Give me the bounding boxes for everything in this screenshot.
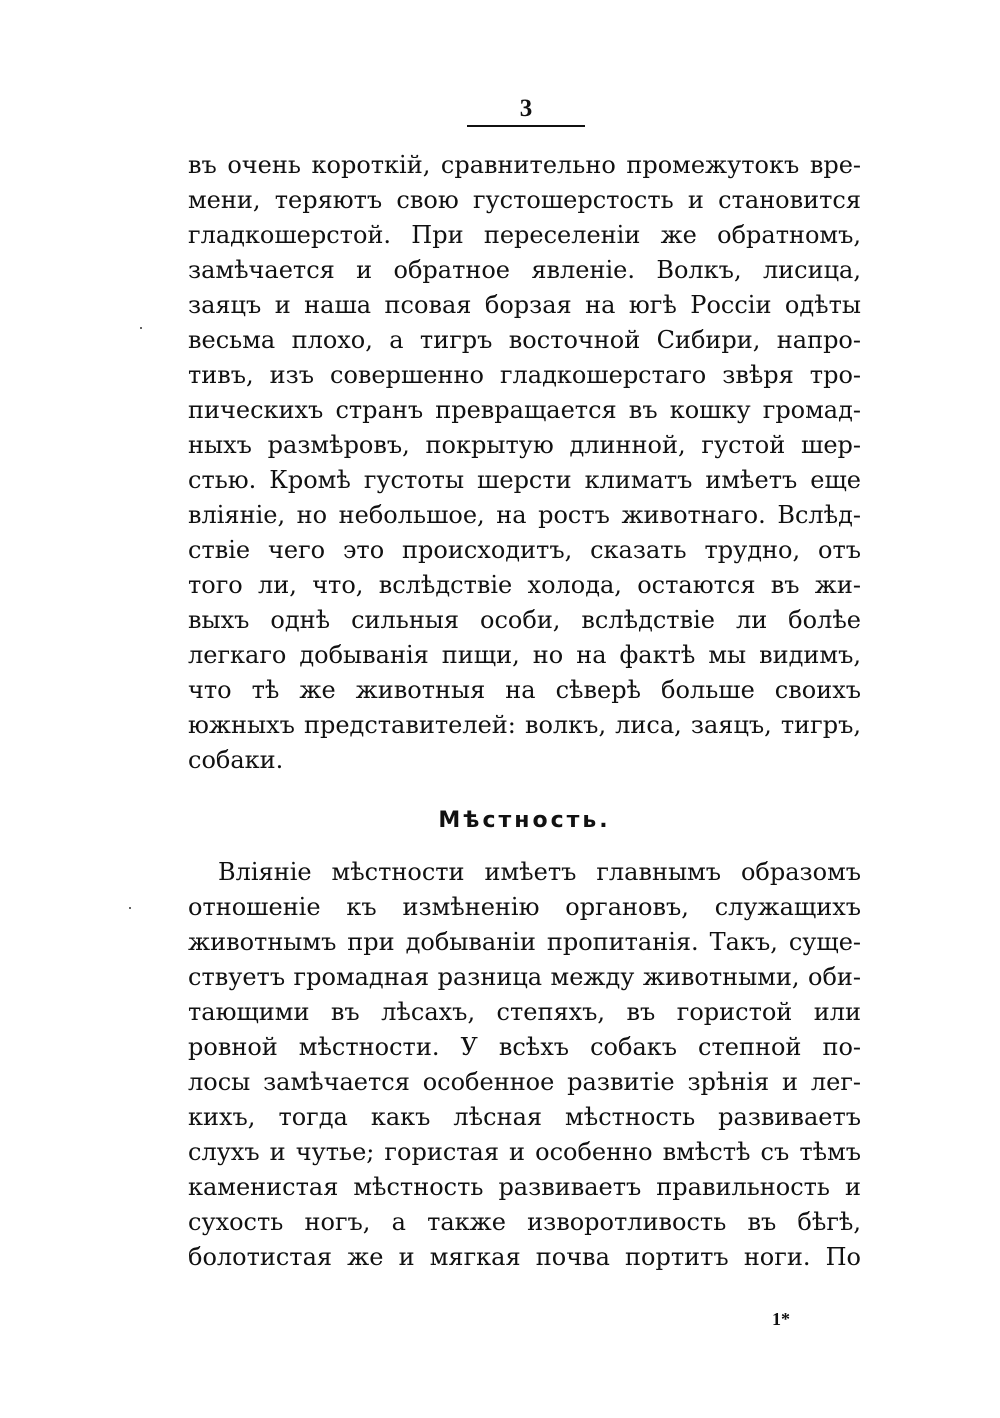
text-line: ныхъ размѣровъ, покрытую длинной, густой шер-	[188, 431, 861, 459]
text-line: ствіе чего это происходитъ, сказать трудно, отъ	[188, 536, 861, 564]
text-line: каменистая мѣстность развиваетъ правильность и	[188, 1173, 861, 1201]
text-line: того ли, что, вслѣдствіе холода, остаются въ жи-	[188, 571, 861, 599]
text-line: замѣчается и обратное явленіе. Волкъ, лисица,	[188, 256, 861, 284]
text-line: ровной мѣстности. У всѣхъ собакъ степной по-	[188, 1033, 861, 1061]
text-line: животнымъ при добываніи пропитанія. Такъ, суще-	[188, 928, 861, 956]
text-line: отношеніе къ измѣненію органовъ, служащихъ	[188, 893, 861, 921]
text-line: тающими въ лѣсахъ, степяхъ, въ гористой или	[188, 998, 861, 1026]
text-line: Вліяніе мѣстности имѣетъ главнымъ образомъ	[218, 858, 861, 886]
text-line: въ очень короткій, сравнительно промежутокъ вре-	[188, 151, 861, 179]
text-line: ствуетъ громадная разница между животными, оби-	[188, 963, 861, 991]
page-number: 3	[519, 95, 533, 122]
text-line: южныхъ представителей: волкъ, лиса, заяцъ, тигръ,	[188, 711, 861, 739]
stray-dot	[129, 907, 131, 909]
section-heading: Мѣстность.	[438, 808, 611, 833]
signature-mark: 1*	[772, 1309, 790, 1329]
text-line: выхъ однѣ сильныя особи, вслѣдствіе ли болѣе	[188, 606, 861, 634]
text-line: болотистая же и мягкая почва портитъ ноги. По	[188, 1243, 861, 1271]
text-line: заяцъ и наша псовая борзая на югѣ Россіи одѣты	[188, 291, 861, 319]
text-line: мени, теряютъ свою густошерстость и становится	[188, 186, 861, 214]
text-line: собаки.	[188, 746, 284, 774]
text-line: лосы замѣчается особенное развитіе зрѣнія и лег-	[188, 1068, 861, 1096]
text-line: стью. Кромѣ густоты шерсти климатъ имѣетъ еще	[188, 466, 861, 494]
text-line: что тѣ же животныя на сѣверѣ больше своихъ	[188, 676, 861, 704]
text-line: сухость ногъ, а также изворотливость въ бѣгѣ,	[188, 1208, 861, 1236]
text-line: пическихъ странъ превращается въ кошку громад-	[188, 396, 861, 424]
text-line: вліяніе, но небольшое, на ростъ животнаго. Вслѣд-	[188, 501, 861, 529]
stray-dot	[140, 327, 142, 329]
header-rule	[467, 125, 585, 127]
text-line: кихъ, тогда какъ лѣсная мѣстность развиваетъ	[188, 1103, 861, 1131]
text-line: слухъ и чутье; гористая и особенно вмѣстѣ съ тѣмъ	[188, 1138, 861, 1166]
text-line: легкаго добыванія пищи, но на фактѣ мы видимъ,	[188, 641, 861, 669]
text-line: гладкошерстой. При переселеніи же обратномъ,	[188, 221, 861, 249]
text-line: весьма плохо, а тигръ восточной Сибири, напро-	[188, 326, 861, 354]
text-line: тивъ, изъ совершенно гладкошерстаго звѣря тро-	[188, 361, 861, 389]
